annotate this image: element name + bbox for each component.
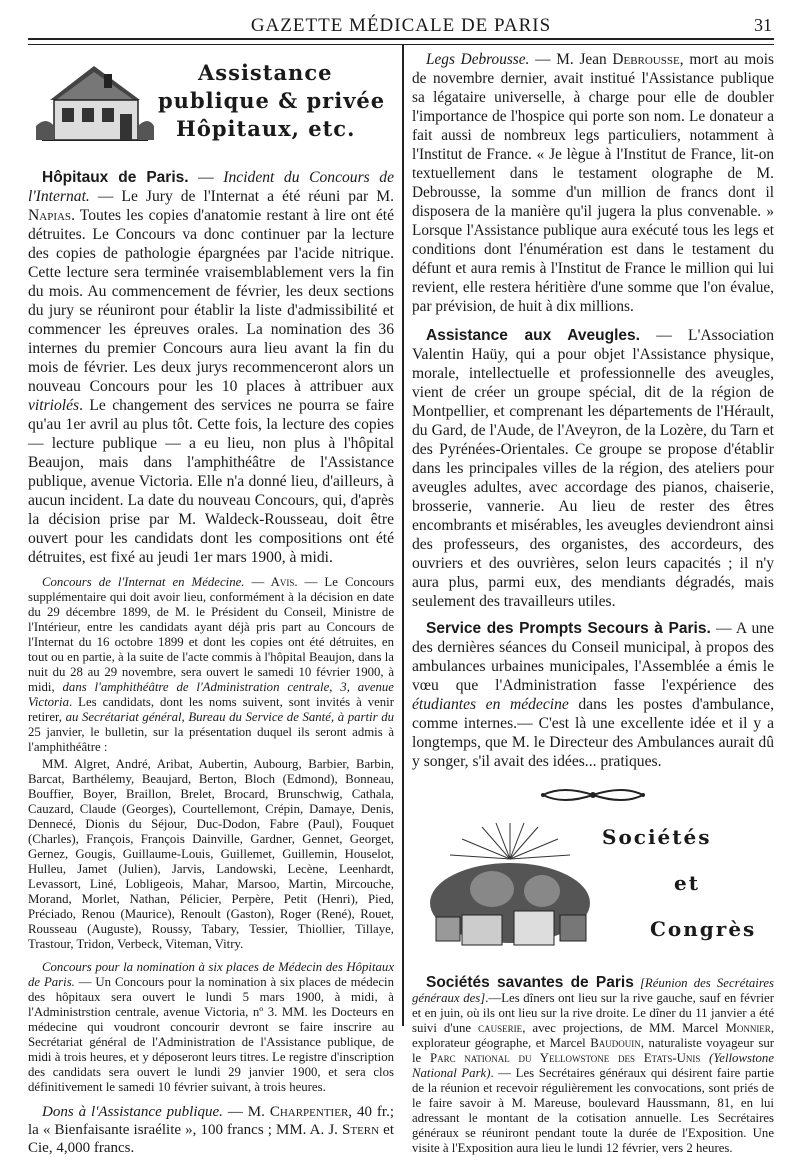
societes-line-3: Congrès	[650, 917, 757, 941]
dons-heading: Dons à l'Assistance publique.	[42, 1104, 223, 1120]
legs-text-b: , mort au mois de novembre dernier, avait institué l'Assistance publique sa légataire universelle, à charge pour elle de doubler l'importance de l'hospice qui porte son nom. Le donateur a fait aussi de nombreux legs particuliers, notamment à l'Institut de France. « Je lègue à l'Institut de France, lit-on textuellement dans le testament olographe de M. Debrousse, la somme d'un million de francs dont il disposera de la manière qu'il jugera la plus convenable. » Lorsque l'Assistance publique aura exécuté tous les legs et conditions dont l'énumération est dans le testament du défunt et aura remis à l'Institut de France le million qui lui revient, elle restera héritière d'une somme que l'on évalue, par prévision, de huit à dix millions.	[412, 51, 774, 315]
journal-title: GAZETTE MÉDICALE DE PARIS	[250, 15, 552, 36]
hopitaux-text-a: — Le Jury de l'Internat a été réuni par M.	[89, 188, 394, 205]
hopitaux-name: Napias	[28, 207, 72, 224]
societes-line-2: et	[674, 871, 700, 895]
article-aveugles	[412, 326, 774, 611]
savantes-text-c: , explorateur géographe, et Marcel	[412, 1021, 775, 1050]
savantes-text-a: .—Les dîners ont lieu sur la rive gauche, sauf en février et en juin, où ils ont lieu sur la rive droite. Le dîner du 11 janvier a été suivi d'une	[412, 991, 774, 1035]
banner-line-2: publique & privée	[158, 88, 386, 113]
page-header	[28, 8, 774, 40]
header-rule	[28, 44, 774, 45]
legs-text-a: — M. Jean	[529, 51, 613, 68]
article-legs	[412, 50, 774, 316]
concours-text-b: . Les candidats, dont les noms suivent, sont invités à venir retirer,	[28, 695, 394, 724]
dons-text-c: et Cie, 4,000 francs.	[28, 1122, 395, 1156]
savantes-park-italic: (Yellowstone National Park)	[412, 1051, 774, 1080]
nomination-heading: Concours pour la nomination à six places de Médecin des Hôpitaux de Paris.	[28, 960, 394, 989]
article-concours-internat	[28, 575, 394, 755]
prompts-text-a: — A une des dernières séances du Conseil municipal, à propos des ambulances urbaines municipales, l'Assemblée a émis le vœu que l'Administration fasse l'expérience des	[412, 620, 774, 694]
nomination-text: — Un Concours pour la nomination à six places de médecin des hôpitaux sera ouvert le lundi 5 mars 1900, à midi, à l'Administrstion centrale, avenue Victoria, nº 3. MM. les Docteurs en médecine qui voudront concourir devront se faire inscrire au Secrétariat général de l'Administration de l'Assistance publique, de midi à trois heures, et y déposeront leurs titres. Le registre d'inscription des candidats sera ouvert le lundi 29 janvier 1900, et sera clos définitivement le samedi 10 février suivant, à trois heures.	[28, 975, 394, 1094]
savantes-causerie: causerie	[478, 1021, 523, 1035]
legs-heading: Legs Debrousse.	[426, 51, 530, 68]
savantes-text-d: , naturaliste voyageur sur le	[412, 1036, 774, 1065]
concours-secretariat: au Secrétariat général, Bureau du Service de Santé, à partir du	[65, 710, 394, 724]
hopitaux-heading: Hôpitaux de Paris.	[42, 169, 189, 186]
prompts-italic: étudiantes en médecine	[412, 696, 569, 713]
prompts-text-b: dans les postes d'ambulance, comme internes.— C'est là une excellente idée et il y a longtemps, que M. le Directeur des Ambulances aurait dû y songer, s'il avait des idées... pratiques.	[412, 696, 774, 770]
concours-text-a: Le Concours supplémentaire qui doit avoir lieu, conformément à la décision en date du 29 décembre 1899, de M. le Président du Conseil, Ministre de l'Intérieur, entre les candidats ayant déjà pris part au Concours de l'Internat du 16 octobre 1899 et dont les copies ont été détruites, en tout ou en partie, à la suite de l'acte commis à l'hôpital Beaujon, dans la nuit du 28 au 29 novembre, sera ouvert le samedi 10 février 1900, à midi,	[28, 575, 394, 694]
dons-text-a: — M.	[222, 1104, 270, 1120]
dons-name-2: Stern	[342, 1122, 380, 1138]
section-ornament	[412, 785, 774, 811]
savantes-park: Parc national du Yellowstone des Etats-Unis	[429, 1051, 701, 1065]
house-illustration	[36, 56, 154, 146]
savantes-text-e: . — Les Secrétaires généraux qui désirent faire partie de la réunion et recevoir régulièrement les convocations, sont priés de le faire savoir à M. Mareuse, boulevard Haussmann, 81, en lui adressant le montant de la cotisation annuelle. Les Secrétaires généraux se réuniront pendant toute la durée de l'Exposition. Une visite à l'Exposition aura lieu le lundi 12 février, vers 2 heures.	[412, 1066, 774, 1155]
right-column	[412, 50, 774, 1156]
concours-text-c: 25 janvier, le bulletin, sur la présentation duquel ils seront admis à l'amphithéâtre :	[28, 725, 394, 754]
hopitaux-vitriol: vitriolés	[28, 397, 80, 414]
article-nomination	[28, 960, 394, 1095]
savantes-name-2: Baudouin	[590, 1036, 641, 1050]
banner-line-3: Hôpitaux, etc.	[176, 116, 356, 141]
hopitaux-text-b: . Toutes les copies d'anatomie restant à lire ont été détruites. Le Concours va donc continuer par la lecture des copies de pathologie épargnées par l'acide nitrique. Cette lecture sera terminée vraisemblablement vers la fin du mois. Au commencement de février, les deux sections du jury se réuniront pour établir la liste d'admissibilité et commencer les épreuves orales. La nomination des 36 internes du premier Concours aura lieu avant la fin du mois de février. Les deux jurys recommenceront alors un nouveau Concours pour les 10 places à attribuer aux	[28, 207, 394, 395]
column-divider	[402, 44, 404, 1026]
hopitaux-text-c: . Le changement des services ne pourra se faire qu'au 1er avril au plus tôt. Cette fois, la lecture des copies — lecture publique — a eu lieu, non plus à l'hôpital Beaujon, mais dans l'amphithéâtre de l'Assistance publique, avenue Victoria. Elle n'a donné lieu, d'ailleurs, à aucun incident. La date du nouveau Concours, qui, d'après la décision prise par M. Waldeck-Rousseau, doit être ouvert pour les candidats dont les compositions ont été détruites, est fixé au jeudi 1er mars 1900, à midi.	[28, 397, 394, 566]
savantes-name-1: Monnier	[725, 1021, 771, 1035]
aveugles-heading: Assistance aux Aveugles.	[426, 327, 640, 344]
savantes-heading: Sociétés savantes de Paris	[426, 974, 634, 991]
ornament-icon	[533, 785, 653, 805]
concours-avis: — Avis. —	[244, 575, 325, 589]
concours-heading: Concours de l'Internat en Médecine.	[42, 575, 245, 589]
legs-name: Debrousse	[612, 51, 680, 68]
dons-text-b: , 40 fr.; la « Bienfaisante israélite », 100 francs ; MM. A. J.	[28, 1104, 394, 1138]
candidates-list: MM. Algret, André, Aribat, Aubertin, Aubourg, Barbier, Barbin, Barcat, Barthélemy, Beaujard, Berton, Bloch (Edmond), Bonneau, Bouffier, Boyer, Braillon, Brelet, Brocard, Brunschwig, Cathala, Cauzard, Claude (Georges), Courtellemont, Crépin, Damaye, Denis, Dennecé, Dionis du Séjour, Duc-Dodon, Fabre (Paul), Fouquet (Charles), François, François Dainville, Gardner, Gennet, Georget, Gernez, Gougis, Guillaume-Louis, Guillemet, Guillemin, Houselot, Hulleu, Jamet (Julien), Jarvis, Landowski, Lecène, Leenhardt, Levassort, Liné, Lobligeois, Mahar, Marsoo, Martin, Mircouche, Morand, Morlet, Nathan, Pélicier, Perpère, Petit (Henri), Pied, Préciado, Renou (Maurice), Renoult (Gaston), Roger (René), Rouet, Rousseau (Auguste), Roussy, Tabary, Tessier, Thiollier, Tillaye, Trastour, Tridon, Verbeck, Viteman, Vitry.	[28, 757, 394, 951]
article-hopitaux	[28, 168, 394, 567]
assistance-banner	[28, 50, 394, 160]
concours-location: dans l'amphithéâtre de l'Administration centrale, 3, avenue Victoria	[28, 680, 394, 709]
article-prompts-secours	[412, 619, 774, 771]
page-number: 31	[754, 15, 772, 35]
banner-line-1: Assistance	[198, 60, 333, 85]
allegory-illustration	[422, 819, 597, 959]
societes-line-1: Sociétés	[602, 825, 712, 849]
article-dons	[28, 1103, 394, 1157]
savantes-text-b: , avec projections, de MM. Marcel	[522, 1021, 726, 1035]
savantes-subtitle: [Réunion des Secrétaires généraux des]	[412, 976, 774, 1005]
left-column	[28, 50, 394, 1157]
dons-name-1: Charpentier	[269, 1104, 349, 1120]
prompts-heading: Service des Prompts Secours à Paris.	[426, 620, 711, 637]
societes-banner	[412, 815, 774, 965]
aveugles-text: — L'Association Valentin Haüy, qui a pour objet l'Assistance physique, morale, intellectuelle et professionnelle des aveugles, vient de créer un groupe spécial, dit de la région de Montpellier, et comprenant les départements de l'Hérault, du Gard, de l'Aude, de l'Aveyron, de la Lozère, du Tarn et des Pyrénées-Orientales. Ce groupe se propose d'établir dans les principales villes de la région, des ateliers pour aveugles adultes, avec accordage des pianos, chaiserie, brosserie, vannerie. Au lieu de rester des êtres encombrants et misérables, les aveugles deviendront ainsi des professeurs, des organistes, des accordeurs, des ouvriers et des ouvrières, selon leurs capacités ; il n'y aura plus, parmi eux, des mendiants dégradés, mais seulement des travailleurs utiles.	[412, 327, 775, 610]
article-societes-savantes	[412, 975, 774, 1156]
hopitaux-subtitle: Incident du Concours de l'Internat.	[28, 169, 395, 205]
hopitaux-dash: —	[188, 169, 224, 186]
